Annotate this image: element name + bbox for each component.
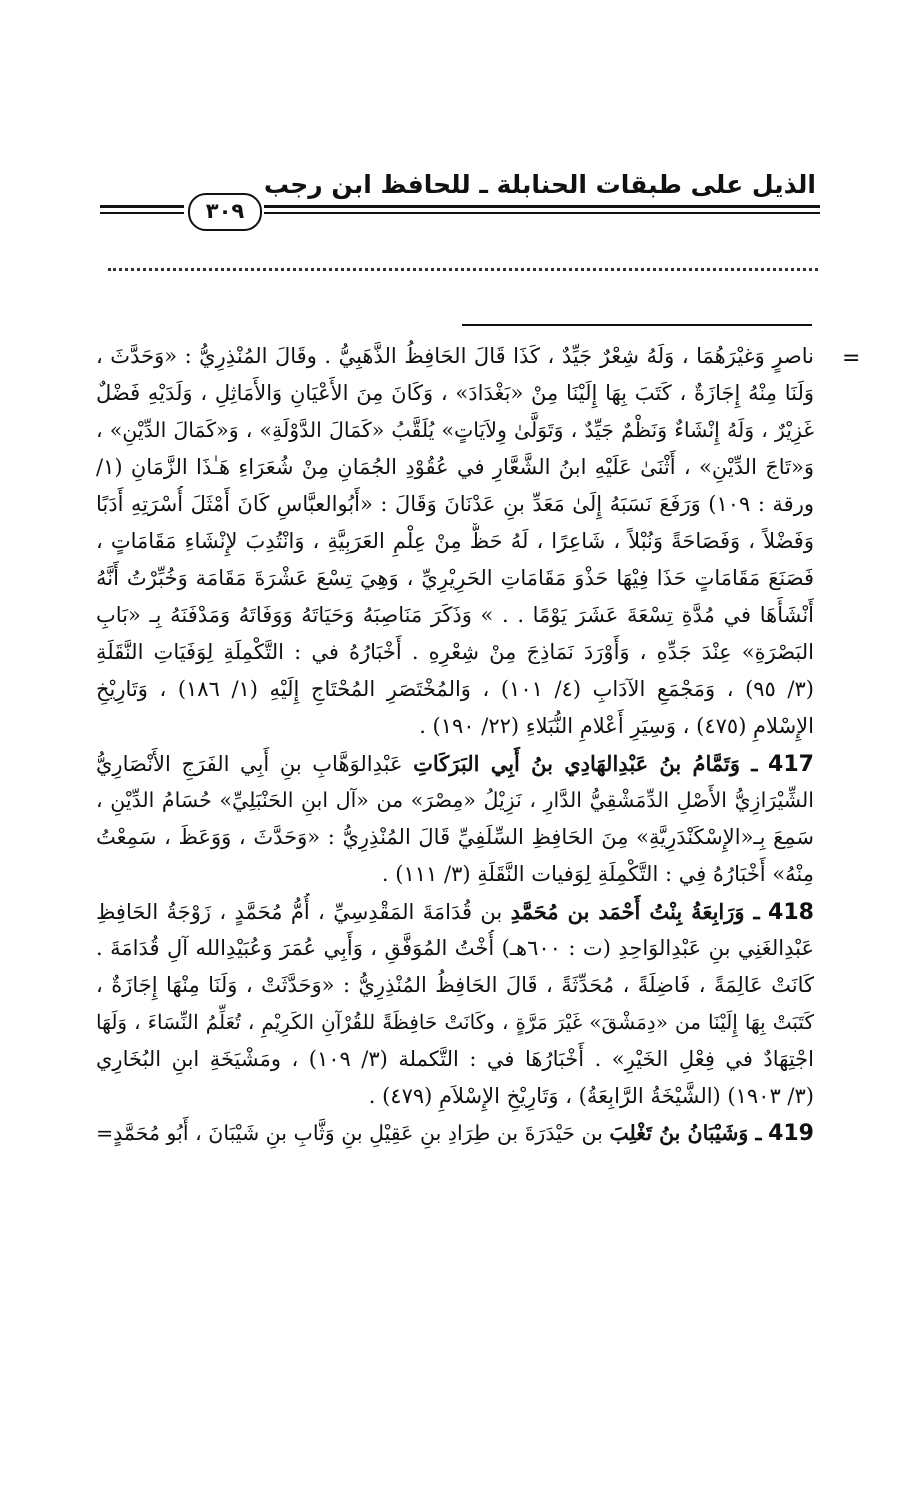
text-line <box>96 930 814 967</box>
line-text: كَتَبَتْ بِهَا إِلَيْنَا من «دِمَشْقَ» غَيْرَ مَرَّةٍ ، وكَانَتْ حَافِظَةً للقُرْآنِ الكَرِيْمِ ، تُعَلِّمُ النِّسَاءَ ، وَلَهَا <box>96 1010 814 1034</box>
line-text: سَمِعَ بِـ«الإِسْكَنْدَرِيَّةِ» مِنَ الحَافِظِ السِّلَفِيِّ قَالَ المُنْذِرِيُّ : «وَحَدَّثَ ، وَوَعَظَ ، سَمِعْتُ <box>96 825 814 849</box>
line-text: بن قُدَامَةَ المَقْدِسِيِّ ، أُمُّ مُحَمَّدٍ ، زَوْجَةُ الحَافِظِ <box>96 900 503 924</box>
entry-number: 419 <box>768 1121 814 1146</box>
line-text: غَزِيْرٌ ، وَلَهُ إِنْشَاءٌ وَنَظْمٌ جَيِّدٌ ، وَتَوَلَّىٰ وِلاَيَاتٍ» يُلَقَّبُ «كَمَالَ الدَّوْلَةِ» ، وَ«كَمَالَ الدِّيْنِ» ، <box>96 418 814 442</box>
running-title: الذيل على طبقات الحنابلة ـ للحافظ ابن رجب <box>263 170 816 199</box>
text-line <box>96 967 814 1004</box>
entry-number: 417 <box>768 752 814 777</box>
text-line <box>96 338 814 375</box>
entry-name: ـ وَرَابِعَةُ بِنْتُ أَحْمَد بن مُحَمَّدِ <box>510 899 760 924</box>
text-line <box>96 819 814 856</box>
text-line <box>96 449 814 486</box>
text-line <box>96 486 814 523</box>
text-line <box>96 634 814 671</box>
header-rule-left-thick <box>100 205 184 208</box>
text-line <box>96 523 814 560</box>
text-line <box>96 671 814 708</box>
text-line <box>96 1004 814 1041</box>
page-number: ٣٠٩ <box>188 193 262 231</box>
text-line <box>96 597 814 634</box>
line-text: وَ«تَاجَ الدِّيْنِ» ، أَثْنَىٰ عَلَيْهِ ابنُ الشَّعَّارِ في عُقُوْدِ الجُمَانِ مِنْ شُعَرَاءِ هَـٰذَا الزَّمَانِ (١/ <box>96 455 814 479</box>
dotted-separator <box>108 268 818 271</box>
entry-name: ـ وَشَيْبَانُ بنُ تَغْلِبَ <box>609 1121 762 1145</box>
text-line <box>96 375 814 412</box>
line-text: بن حَيْدَرَةَ بن طِرَادِ بنِ عَقِيْلِ بنِ وَثَّابِ بنِ شَيْبَانَ ، أَبُو مُحَمَّدٍ= <box>96 1121 603 1145</box>
entry-heading-line <box>96 893 814 930</box>
line-text: وَلَنَا مِنْهُ إِجَازَةٌ ، كَتَبَ بِهَا إِلَيْنَا مِنْ «بَغْدَادَ» ، وَكَانَ مِنَ الأَعْيَانِ وَالأَمَاثِلِ ، وَلَدَيْهِ فَضْلٌ <box>96 381 814 405</box>
line-text: كَانَتْ عَالِمَةً ، فَاضِلَةً ، مُحَدِّثَةً ، قَالَ الحَافِظُ المُنْذِرِيُّ : «وَحَدَّثَتْ ، وَلَنَا مِنْهَا إِجَازَةٌ ، <box>96 973 814 997</box>
entry-number: 418 <box>768 900 814 925</box>
entry-heading-line <box>96 745 814 782</box>
line-text: ناصرٍ وَغيْرَهُمَا ، وَلَهُ شِعْرٌ جَيِّدٌ ، كَذَا قَالَ الحَافِظُ الذَّهَبِيُّ . وقَالَ المُنْذِرِيُّ : «وَحَدَّثَ ، <box>96 344 814 368</box>
line-text: ورقة : ١٠٩) وَرَفَعَ نَسَبَهُ إِلَىٰ مَعَدِّ بنِ عَدْنَانَ وَقَالَ : «أَبُوالعبَّاسِ كَانَ أَمْثَلَ أُسْرَتِهِ أَدَبًا <box>96 492 814 516</box>
line-text: الإِسْلامِ (٤٧٥) ، وَسِيَرِ أَعْلامِ النُّبَلاءِ (٢٢/ ١٩٠) . <box>419 714 814 738</box>
header-rule-right-thin <box>264 212 820 214</box>
text-line <box>96 708 814 745</box>
text-line <box>96 1041 814 1078</box>
header-rule-right-thick <box>264 205 820 208</box>
line-text: الشِّيْرَازِيُّ الأَصْلِ الدِّمَشْقِيُّ الدَّارِ ، نَزِيْلُ «مِصْرَ» من «آل ابنِ الحَنْبَلِيِّ» حُسَامُ الدِّيْنِ ، <box>96 788 814 812</box>
footnote-text <box>96 338 814 1152</box>
header-rule-left-thin <box>100 212 184 214</box>
text-line <box>96 1078 814 1115</box>
text-line <box>96 412 814 449</box>
line-text: مِنْهُ» أَخْبَارُهُ فِي : التَّكْمِلَةِ لِوَفيات النَّقَلَةِ (٣/ ١١١) . <box>381 862 814 886</box>
footnote-rule <box>462 324 812 326</box>
line-text: اجْتِهَادٌ في فِعْلِ الخَيْرِ» . أَخْبَارُهَا في : التَّكملة (٣/ ١٠٩) ، ومَشْيَخَةِ ابنِ البُخَارِي <box>96 1047 814 1071</box>
text-line <box>96 782 814 819</box>
line-text: (٣/ ١٩٠٣) (الشَّيْخَةُ الرَّابِعَةُ) ، وَتَارِيْخِ الإِسْلاَمِ (٤٧٩) . <box>368 1084 814 1108</box>
entry-name: ـ وَتَمَّامُ بنُ عَبْدِالهَادِي بنُ أَبِي البَرَكَاتِ <box>413 751 758 776</box>
line-text: عَبْدِالغَنِي بنِ عَبْدِالوَاحِدِ (ت : ٦٠٠هـ) أُخْتُ المُوَفَّقِ ، وَأَبِي عُمَرَ وَعُبَيْدِالله آلِ قُدَامَةَ . <box>96 936 814 960</box>
line-text: وَفَضْلاً ، وَفَصَاحَةً وَنُبْلاً ، شَاعِرًا ، لَهُ حَظٌّ مِنْ عِلْمِ العَرَبِيَّةِ ، وَانْتُدِبَ لإِنْشَاءِ مَقَامَاتٍ ، <box>96 529 814 553</box>
line-text: البَصْرَةِ» عِنْدَ جَدِّهِ ، وَأَوْرَدَ نَمَاذِجَ مِنْ شِعْرِهِ . أَخْبَارُهُ في : التَّكْمِلَةِ لِوَفَيَاتِ النَّقَلَةِ <box>96 640 814 664</box>
text-line <box>96 560 814 597</box>
text-line <box>96 856 814 893</box>
line-text: عَبْدِالوَهَّابِ بنِ أَبِي الفَرَجِ الأَنْصَارِيُّ <box>96 752 403 776</box>
line-text: أَنْشَأَهَا في مُدَّةِ تِسْعَةَ عَشَرَ يَوْمًا . . » وَذَكَرَ مَنَاصِبَهُ وَحَيَاتَهُ وَوَفَاتَهُ وَمَدْفَنَهُ بِـ «بَابِ <box>96 603 814 627</box>
entry-heading-line <box>96 1115 814 1152</box>
line-text: فَصَنَعَ مَقَامَاتٍ حَذَا فِيْهَا حَذْوَ مَقَامَاتِ الحَرِيْرِيِّ ، وَهِيَ تِسْعَ عَشْرَةَ مَقَامَة وَخُبِّرْتُ أَنَّهُ <box>96 566 814 590</box>
line-text: (٣/ ٩٥) ، وَمَجْمَعِ الآدَابِ (٤/ ١٠١) ، وَالمُخْتَصَرِ المُحْتَاجِ إِلَيْهِ (١/ ١٨٦) ، وَتَارِيْخِ <box>96 677 814 701</box>
continuation-marker: = <box>842 346 861 371</box>
